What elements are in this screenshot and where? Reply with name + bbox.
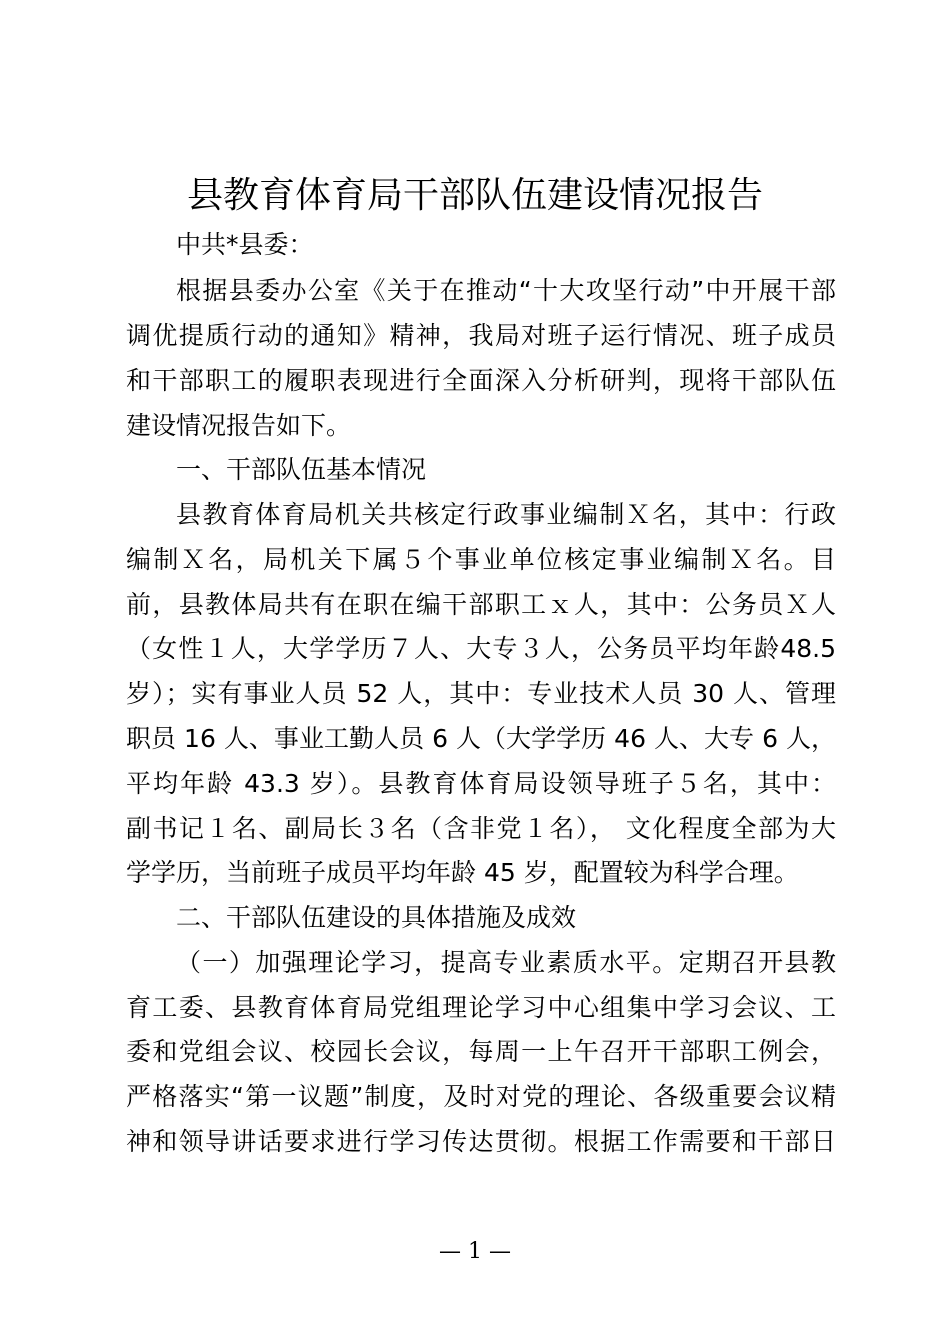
document-title: 县教育体育局干部队伍建设情况报告 [186,175,763,216]
paragraph-line: 岁）；实有事业人员 52 人，其中：专业技术人员 30 人、管理 [126,679,836,708]
paragraph-line: 调优提质行动的通知》精神，我局对班子运行情况、班子成员 [126,321,836,350]
salutation: 中共*县委： [176,230,314,259]
section-heading: 二、干部队伍建设的具体措施及成效 [176,903,577,932]
paragraph-line: 副书记１名、副局长３名（含非党１名）， 文化程度全部为大 [126,814,836,843]
paragraph-line: 建设情况报告如下。 [126,411,352,440]
paragraph-line: 严格落实“第一议题”制度，及时对党的理论、各级重要会议精 [126,1082,836,1111]
paragraph-line: 职员 16 人、事业工勤人员 6 人（大学学历 46 人、大专 6 人， [126,724,836,753]
section-heading: 一、干部队伍基本情况 [176,455,427,484]
paragraph-line: 育工委、县教育体育局党组理论学习中心组集中学习会议、工 [126,993,836,1022]
paragraph-line: 学学历，当前班子成员平均年龄 45 岁，配置较为科学合理。 [126,858,799,887]
paragraph-line: 和干部职工的履职表现进行全面深入分析研判，现将干部队伍 [126,366,836,395]
paragraph-line: 前，县教体局共有在职在编干部职工ｘ人，其中：公务员Ｘ人 [126,590,836,619]
paragraph-line: 根据县委办公室《关于在推动“十大攻坚行动”中开展干部 [176,276,836,305]
paragraph-line: 县教育体育局机关共核定行政事业编制Ｘ名，其中：行政 [176,500,836,529]
paragraph-line: 委和党组会议、校园长会议，每周一上午召开干部职工例会， [126,1037,836,1066]
paragraph-line: （女性１人，大学学历７人、大专３人，公务员平均年龄48.5 [126,634,836,663]
page-number: — 1 — [439,1239,511,1264]
paragraph-line: 平均年龄 43.3 岁）。县教育体育局设领导班子５名，其中： [126,769,836,798]
paragraph-line: （一）加强理论学习，提高专业素质水平。定期召开县教 [176,948,836,977]
paragraph-line: 神和领导讲话要求进行学习传达贯彻。根据工作需要和干部日 [126,1127,836,1156]
paragraph-line: 编制Ｘ名，局机关下属５个事业单位核定事业编制Ｘ名。目 [126,545,836,574]
